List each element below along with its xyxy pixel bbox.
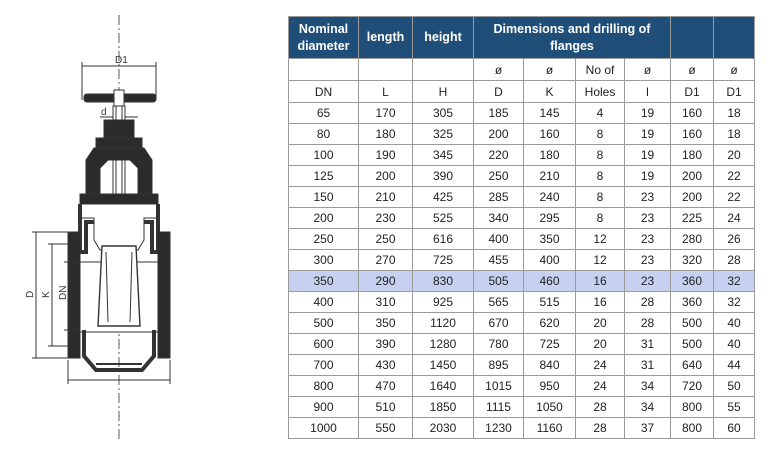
table-cell: 300 [289,250,359,271]
table-cell: 200 [671,187,714,208]
header-height: height [413,17,474,59]
table-cell: 18 [714,124,755,145]
subheader-cell: D [474,81,524,103]
table-cell: 34 [625,397,671,418]
header-nominal-diameter: Nominal diameter [289,17,359,59]
table-cell: 800 [671,418,714,439]
subheader-cell: ø [671,59,714,81]
dimensions-table [288,16,755,439]
table-cell: 23 [625,187,671,208]
table-cell: 325 [413,124,474,145]
table-cell: 525 [413,208,474,229]
table-cell: 210 [524,166,576,187]
table-cell: 160 [671,103,714,124]
table-cell: 1050 [524,397,576,418]
table-cell: 1280 [413,334,474,355]
table-row [289,292,755,313]
table-row [289,376,755,397]
table-cell: 24 [576,355,625,376]
table-cell: 360 [671,271,714,292]
table-cell: 240 [524,187,576,208]
table-cell: 19 [625,145,671,166]
table-cell: 19 [625,103,671,124]
table-cell: 725 [413,250,474,271]
table-cell: 55 [714,397,755,418]
table-cell: 620 [524,313,576,334]
subheader-cell [359,59,413,81]
table-cell: 230 [359,208,413,229]
table-cell: 600 [289,334,359,355]
subheader-cell: ø [625,59,671,81]
table-row [289,313,755,334]
table-cell: 180 [671,145,714,166]
table-cell: 200 [671,166,714,187]
table-cell: 780 [474,334,524,355]
table-cell: 220 [474,145,524,166]
table-cell: 1850 [413,397,474,418]
subheader-cell [413,59,474,81]
table-cell: 160 [671,124,714,145]
table-cell: 32 [714,271,755,292]
table-cell: 16 [576,271,625,292]
subheader-cell [289,59,359,81]
table-cell: 616 [413,229,474,250]
table-cell: 725 [524,334,576,355]
table-cell: 1120 [413,313,474,334]
table-cell: 390 [359,334,413,355]
table-cell: 23 [625,229,671,250]
table-cell: 225 [671,208,714,229]
table-cell: 250 [474,166,524,187]
table-cell: 670 [474,313,524,334]
table-cell: 565 [474,292,524,313]
table-cell: 37 [625,418,671,439]
table-cell: 200 [474,124,524,145]
table-cell: 22 [714,166,755,187]
table-cell: 280 [671,229,714,250]
subheader-cell: DN [289,81,359,103]
table-cell: 145 [524,103,576,124]
table-cell: 390 [413,166,474,187]
table-cell: 24 [576,376,625,397]
table-row [289,355,755,376]
label-d1: D1 [115,55,128,66]
subheader-cell: D1 [714,81,755,103]
header-blank-2 [714,17,755,59]
header-length: length [359,17,413,59]
table-cell: 23 [625,271,671,292]
table-cell: 60 [714,418,755,439]
subheader-symbol-row [289,59,755,81]
table-row [289,250,755,271]
table-cell: 340 [474,208,524,229]
table-cell: 31 [625,334,671,355]
table-cell: 28 [576,397,625,418]
table-cell: 160 [524,124,576,145]
table-cell: 400 [289,292,359,313]
table-row [289,334,755,355]
table-cell: 34 [625,376,671,397]
table-cell: 170 [359,103,413,124]
table-cell: 830 [413,271,474,292]
table-cell: 8 [576,145,625,166]
subheader-cell: ø [524,59,576,81]
table-row [289,145,755,166]
table-cell: 40 [714,313,755,334]
table-cell: 32 [714,292,755,313]
table-cell: 22 [714,187,755,208]
table-cell: 200 [359,166,413,187]
table-cell: 19 [625,166,671,187]
table-cell: 250 [359,229,413,250]
subheader-cell: L [359,81,413,103]
table-cell: 65 [289,103,359,124]
table-cell: 800 [671,397,714,418]
table-cell: 210 [359,187,413,208]
table-cell: 550 [359,418,413,439]
table-cell: 430 [359,355,413,376]
table-cell: 1450 [413,355,474,376]
table-row [289,103,755,124]
subheader-cell: K [524,81,576,103]
header-flange-dimensions: Dimensions and drilling of flanges [474,17,671,59]
table-cell: 500 [671,313,714,334]
table-cell: 425 [413,187,474,208]
table-cell: 28 [625,313,671,334]
table-cell: 180 [524,145,576,166]
table-cell: 1015 [474,376,524,397]
label-stem-d: d [101,107,107,118]
table-cell: 28 [576,418,625,439]
table-cell: 950 [524,376,576,397]
table-cell: 640 [671,355,714,376]
table-row [289,208,755,229]
table-cell: 185 [474,103,524,124]
subheader-cell: No of [576,59,625,81]
table-cell: 290 [359,271,413,292]
table-row [289,124,755,145]
table-cell: 840 [524,355,576,376]
table-cell: 12 [576,229,625,250]
table-cell: 180 [359,124,413,145]
table-cell: 4 [576,103,625,124]
table-cell: 26 [714,229,755,250]
label-flange-d: D [25,290,36,298]
subheader-cell: Holes [576,81,625,103]
table-row [289,397,755,418]
table-cell: 1230 [474,418,524,439]
table-cell: 1115 [474,397,524,418]
table-cell: 250 [289,229,359,250]
table-cell: 80 [289,124,359,145]
subheader-cell: ø [714,59,755,81]
table-cell: 23 [625,208,671,229]
header-blank-1 [671,17,714,59]
table-cell: 8 [576,124,625,145]
table-cell: 200 [289,208,359,229]
table-cell: 40 [714,334,755,355]
table-cell: 190 [359,145,413,166]
table-cell: 360 [671,292,714,313]
table-cell: 720 [671,376,714,397]
table-cell: 19 [625,124,671,145]
table-cell: 23 [625,250,671,271]
table-cell: 16 [576,292,625,313]
table-row [289,418,755,439]
table-cell: 20 [576,313,625,334]
subheader-cell: H [413,81,474,103]
label-k: K [41,291,52,298]
table-cell: 8 [576,208,625,229]
table-cell: 100 [289,145,359,166]
table-cell: 44 [714,355,755,376]
table-cell: 900 [289,397,359,418]
table-cell: 125 [289,166,359,187]
table-cell: 12 [576,250,625,271]
subheader-cell: ø [474,59,524,81]
table-row [289,229,755,250]
table-cell: 400 [474,229,524,250]
table-cell: 500 [671,334,714,355]
table-cell: 350 [359,313,413,334]
table-cell: 20 [714,145,755,166]
subheader-code-row [289,81,755,103]
table-cell: 460 [524,271,576,292]
table-cell: 350 [524,229,576,250]
table-cell: 24 [714,208,755,229]
table-cell: 455 [474,250,524,271]
table-cell: 20 [576,334,625,355]
table-row [289,271,755,292]
table-cell: 295 [524,208,576,229]
table-cell: 800 [289,376,359,397]
table-header-row [289,17,755,59]
gate-valve-drawing [0,0,280,473]
table-row [289,166,755,187]
table-cell: 505 [474,271,524,292]
table-cell: 310 [359,292,413,313]
table-cell: 515 [524,292,576,313]
table-cell: 470 [359,376,413,397]
table-cell: 8 [576,166,625,187]
table-cell: 50 [714,376,755,397]
table-cell: 305 [413,103,474,124]
table-cell: 500 [289,313,359,334]
table-cell: 28 [625,292,671,313]
table-cell: 150 [289,187,359,208]
label-dn: DN [58,285,69,300]
table-cell: 28 [714,250,755,271]
table-cell: 1160 [524,418,576,439]
subheader-cell: D1 [671,81,714,103]
table-cell: 18 [714,103,755,124]
table-cell: 31 [625,355,671,376]
table-cell: 400 [524,250,576,271]
table-row [289,187,755,208]
table-cell: 320 [671,250,714,271]
table-cell: 700 [289,355,359,376]
table-cell: 8 [576,187,625,208]
table-cell: 350 [289,271,359,292]
table-cell: 345 [413,145,474,166]
table-cell: 270 [359,250,413,271]
table-cell: 2030 [413,418,474,439]
table-cell: 285 [474,187,524,208]
table-cell: 1000 [289,418,359,439]
subheader-cell: l [625,81,671,103]
table-cell: 895 [474,355,524,376]
table-cell: 925 [413,292,474,313]
table-cell: 510 [359,397,413,418]
table-cell: 1640 [413,376,474,397]
